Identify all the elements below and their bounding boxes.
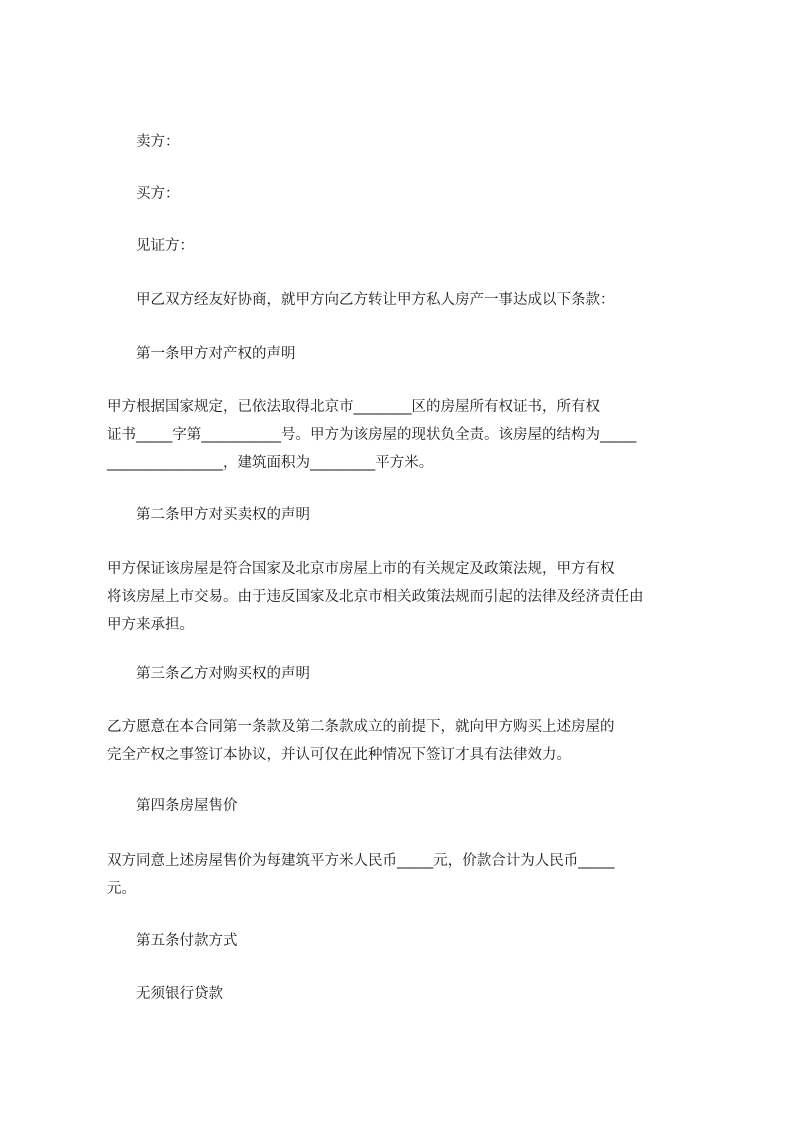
article-1-body xyxy=(107,393,707,477)
article-2-line: 将该房屋上市交易。由于违反国家及北京市相关政策法规而引起的法律及经济责任由 xyxy=(107,589,644,605)
witness-label: 见证方： xyxy=(136,238,194,254)
intro-text: 甲乙双方经友好协商，就甲方向乙方转让甲方私人房产一事达成以下条款： xyxy=(136,292,615,308)
buyer-label: 买方： xyxy=(136,186,180,202)
article-3-title: 第三条乙方对购买权的声明 xyxy=(136,666,310,682)
article-4-body xyxy=(107,847,707,903)
article-5-title: 第五条付款方式 xyxy=(136,933,238,949)
article-3-body xyxy=(107,713,707,769)
article-5-subtitle: 无须银行贷款 xyxy=(136,986,223,1002)
article-1-line: ________________，建筑面积为_________平方米。 xyxy=(107,455,434,471)
article-4-line: 元。 xyxy=(107,881,136,897)
article-2-line: 甲方保证该房屋是符合国家及北京市房屋上市的有关规定及政策法规，甲方有权 xyxy=(107,561,615,577)
article-4-line: 双方同意上述房屋售价为每建筑平方米人民币_____元，价款合计为人民币_____ xyxy=(107,853,615,869)
article-3-line: 乙方愿意在本合同第一条款及第二条款成立的前提下，就向甲方购买上述房屋的 xyxy=(107,719,615,735)
article-2-line: 甲方来承担。 xyxy=(107,617,194,633)
article-2-body xyxy=(107,555,707,639)
seller-label: 卖方： xyxy=(136,134,180,150)
article-1-title: 第一条甲方对产权的声明 xyxy=(136,346,296,362)
article-1-line: 甲方根据国家规定，已依法取得北京市________区的房屋所有权证书，所有权 xyxy=(107,399,600,415)
article-1-line: 证书_____字第___________号。甲方为该房屋的现状负全责。该房屋的结构为_____ xyxy=(107,427,637,443)
article-4-title: 第四条房屋售价 xyxy=(136,798,238,814)
article-2-title: 第二条甲方对买卖权的声明 xyxy=(136,507,310,523)
article-3-line: 完全产权之事签订本协议，并认可仅在此种情况下签订才具有法律效力。 xyxy=(107,747,571,763)
